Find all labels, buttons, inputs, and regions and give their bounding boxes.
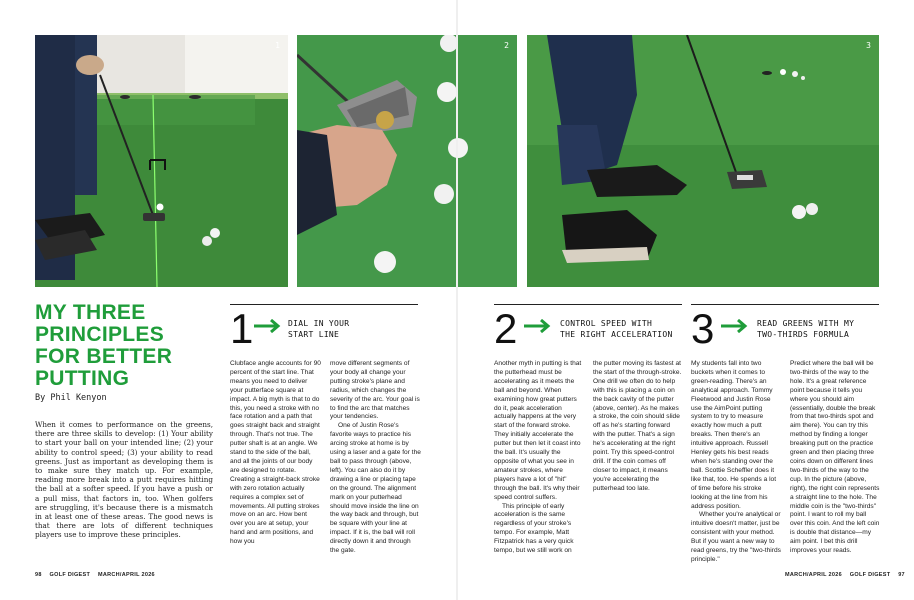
body-column-6 [790,360,880,556]
section-2-header [494,304,682,352]
footer-right [785,572,911,578]
photo-laser-gate-drill [35,35,288,287]
section-title [288,319,349,340]
magazine-name: GOLF DIGEST [849,572,891,578]
headline-line: PRINCIPLES [35,323,165,346]
paragraph: Whether you're analytical or intuitive doesn't matter, just be consistent with your method. But if you want a new way to read greens, try the "two-thirds principle." [691,511,781,563]
paragraph: Another myth in putting is that the putterhead must be accelerating as it meets the ball and beyond. When examining how great putters do it, peak acceleration actually happens at the very start of the forward stroke. They initially accelerate the putter but then let it coast into the ball. It's usually the opposite of what you see in amateur strokes, where players have a lot of "hit" through the ball. It's why their speed control suffers. [494,360,582,501]
section-title [757,319,854,340]
headline-line: PUTTING [35,367,130,390]
page-number: 97 [898,572,905,578]
body-column-4 [593,360,683,494]
paragraph: Clubface angle accounts for 90 percent of the start line. That means you need to deliver your putterface square at impact. A big myth is that to do this, you need a stroke with no face rotation and a path that goes straight back and straight through. That's not true. The putter shaft is at an angle. We stand to the side of the ball, and all the joints of our body are designed to rotate. Creating a straight-back stroke with zero rotation actually requires a complex set of movements. All putting strokes move on an arc. How bent over you are at setup, your hand and arm positions, and how you [230,360,321,546]
footer-left [35,572,161,578]
section-title-line: THE RIGHT ACCELERATION [560,329,673,339]
photo-number: 2 [504,41,509,50]
section-3-header [691,304,879,352]
arrow-right-icon [252,319,282,333]
section-title-line: TWO-THIRDS FORMULA [757,329,850,339]
paragraph: Predict where the ball will be two-thirds of the way to the hole. It's a great reference point because it tells you where you should aim (essentially, double the break from that two-thirds spot and aim there). You can try this method by finding a longer breaking putt on the practice green and then placing three coins down on different lines two-thirds of the way to the cup. In the picture (above, right), the right coin represents a straight line to the hole. The middle coin is the "two-thirds" point. I want to roll my ball over this coin. And the left coin is double that distance—my aim point. I bet this drill improves your reads. [790,360,880,555]
section-number: 3 [691,305,715,352]
paragraph: My students fall into two buckets when it comes to green-reading. There's an analytical approach. Tommy Fleetwood and Justin Rose use the AimPoint putting system to try to measure exactly how much a putt breaks. Then there's an intuitive approach. Russell Henley gets his best reads when he's standing over the ball. Scottie Scheffler does it like that, too. He spends a lot of time before his stroke looking at the line from his address position. [691,360,777,510]
paragraph: This principle of early acceleration is the same regardless of your stroke's tempo. For example, Matt Fitzpatrick has a very quick tempo, but we still work on [494,502,574,555]
section-title-line: READ GREENS WITH MY [757,319,855,328]
body-column-5 [691,360,781,565]
section-number: 2 [494,305,518,352]
body-column-3 [494,360,584,556]
headline-line: MY THREE [35,301,146,324]
section-title [560,319,673,340]
paragraph: the putter moving its fastest at the start of the through-stroke. One drill we often do to help with this is placing a coin on the back cavity of the putter (above, center). As he makes a stroke, the coin should slide off as he's starting forward with the putter. That's a sign he's accelerating at the right point. Try this speed-control drill. If the coin comes off closer to impact, it means you're accelerating the putterhead too late. [593,360,682,492]
issue-date: MARCH/APRIL 2026 [785,572,842,578]
section-number: 1 [230,305,254,352]
issue-date: MARCH/APRIL 2026 [97,572,155,578]
page-gutter [456,0,458,600]
intro-paragraph: When it comes to performance on the greens, there are three skills to develop: (1) Your ability to start your ball on your intended line; (2) your ability to control speed; (3) your ability to read greens. Just as important as developing them is to make sure they match up. For example, reading more break into a putt requires hitting the ball at a softer speed. If you have a push or a pull miss, that factors in, too. When golfers are struggling, it's because there is a mismatch in at least one of these areas. The good news is that there are lots of different techniques players use to improve these principles. [35,420,213,540]
body-column-1 [230,360,321,547]
photo-number: 1 [275,41,280,50]
magazine-name: GOLF DIGEST [49,572,91,578]
paragraph: move different segments of your body all change your putting stroke's plane and radius, which changes the severity of the arc. Your goal is to find the arc that matches your tendencies. [330,360,420,421]
photo-coin-on-putter [297,35,517,287]
photo-coins-green-reading [527,35,879,287]
arrow-right-icon [719,319,749,333]
section-1-header [230,304,418,352]
section-title-line: START LINE [288,329,340,339]
body-column-2 [330,360,421,556]
headline-line: FOR BETTER [35,345,173,368]
arrow-right-icon [522,319,552,333]
photo-number: 3 [866,41,871,50]
paragraph: One of Justin Rose's favorite ways to practice his arcing stroke at home is by using a laser and a gate for the ball to pass through (above, left). You can also do it by drawing a line or placing tape on the ground. The alignment mark on your putterhead should move inside the line on the way back and through, but be square with your line at impact. If it is, the ball will roll directly down it and through the gate. [330,422,421,555]
section-title-line: DIAL IN YOUR [288,319,350,328]
page-number: 98 [35,572,42,578]
byline: By Phil Kenyon [35,393,107,403]
article-headline [35,302,215,390]
section-title-line: CONTROL SPEED WITH [560,319,653,328]
